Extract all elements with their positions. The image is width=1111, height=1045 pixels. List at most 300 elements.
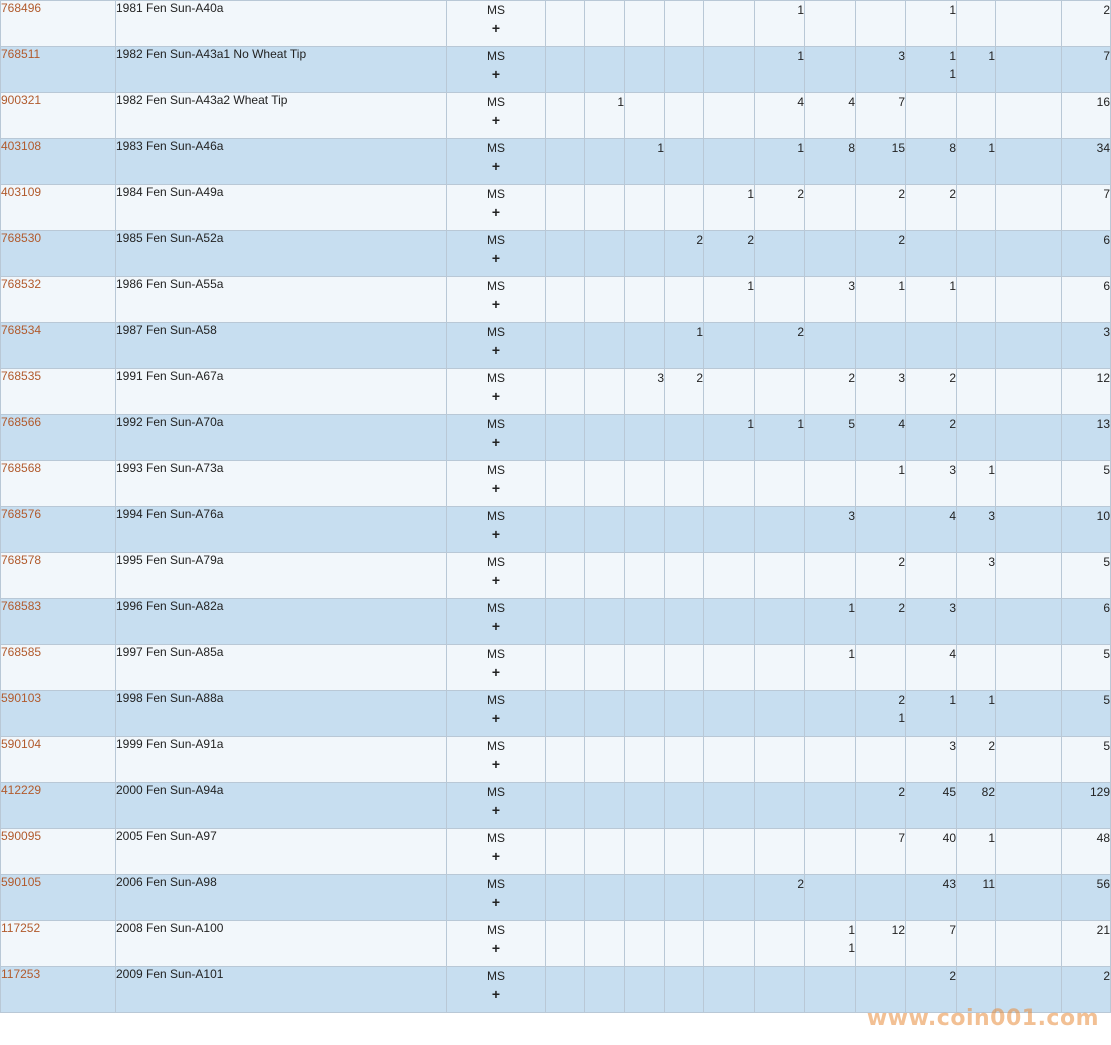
grade-count-cell [906,599,957,645]
count-value: 3 [1103,325,1110,339]
cert-link[interactable]: 768532 [1,277,42,291]
grade-count-cell [805,369,856,415]
grade-label: MS [487,463,505,477]
grade-count-cell [546,599,585,645]
grade-count-cell [755,461,805,507]
grade-count-cell [665,645,704,691]
grade-count-cell [856,323,906,369]
grade-count-cell [755,93,805,139]
grade-count-cell [856,737,906,783]
grade-count-cell [906,231,957,277]
cert-link[interactable]: 768534 [1,323,42,337]
grade-count-cell [906,691,957,737]
grade-count-cell [906,369,957,415]
coin-name: 1991 Fen Sun-A67a [116,369,447,415]
grade-count-cell [856,645,906,691]
grade-count-cell [704,47,755,93]
grade-label: MS [487,739,505,753]
cert-link[interactable]: 590103 [1,691,42,705]
expand-plus-icon[interactable]: + [491,204,501,220]
grade-count-cell [665,277,704,323]
cert-link[interactable]: 768496 [1,1,42,15]
grade-count-cell [856,461,906,507]
cert-cell [1,277,116,323]
grade-count-cell [755,277,805,323]
count-value: 1 [747,279,754,293]
grade-count-cell [996,323,1062,369]
grade-cell [447,691,546,737]
table-row [1,415,1111,461]
grade-count-cell [996,139,1062,185]
grade-count-cell [704,875,755,921]
count-value: 1 [747,417,754,431]
grade-count-cell [906,507,957,553]
grade-count-cell [957,231,996,277]
count-value: 2 [747,233,754,247]
grade-count-cell [957,875,996,921]
expand-plus-icon[interactable]: + [491,986,501,1002]
expand-plus-icon[interactable]: + [491,342,501,358]
expand-plus-icon[interactable]: + [491,112,501,128]
grade-count-cell [755,47,805,93]
count-value: 7 [949,923,956,937]
grade-count-cell [805,875,856,921]
table-row [1,553,1111,599]
grade-count-cell [546,967,585,1013]
count-value: 2 [1103,3,1110,17]
grade-count-cell [546,1,585,47]
grade-cell [447,277,546,323]
total-cell [1062,507,1111,553]
grade-label: MS [487,141,505,155]
cert-cell [1,369,116,415]
grade-count-cell [755,369,805,415]
grade-count-cell [755,323,805,369]
coin-name: 1998 Fen Sun-A88a [116,691,447,737]
count-value: 7 [1103,49,1110,63]
cert-link[interactable]: 768535 [1,369,42,383]
grade-cell [447,553,546,599]
total-cell [1062,829,1111,875]
coin-name: 1994 Fen Sun-A76a [116,507,447,553]
expand-plus-icon[interactable]: + [491,480,501,496]
grade-count-cell [805,93,856,139]
total-cell [1062,691,1111,737]
grade-count-cell [906,93,957,139]
cert-cell [1,967,116,1013]
grade-count-cell [704,507,755,553]
count-value: 2 [898,693,905,707]
grade-count-cell [957,599,996,645]
grade-count-cell [665,737,704,783]
grade-count-cell [906,921,957,967]
count-value: 1 [988,141,995,155]
grade-count-cell [996,1,1062,47]
coin-name: 1982 Fen Sun-A43a2 Wheat Tip [116,93,447,139]
count-value: 1 [848,923,855,937]
grade-count-cell [957,783,996,829]
grade-count-cell [906,829,957,875]
table-row [1,369,1111,415]
total-cell [1062,139,1111,185]
grade-count-cell [805,645,856,691]
count-value: 5 [848,417,855,431]
grade-count-cell [625,921,665,967]
coin-name: 2006 Fen Sun-A98 [116,875,447,921]
grade-count-cell [585,645,625,691]
grade-label: MS [487,969,505,983]
grade-count-cell [704,139,755,185]
count-value: 82 [981,785,995,799]
expand-plus-icon[interactable]: + [491,618,501,634]
count-value: 1 [657,141,664,155]
grade-count-cell [546,139,585,185]
table-row [1,507,1111,553]
cert-link[interactable]: 590095 [1,829,42,843]
grade-count-cell [856,185,906,231]
grade-count-cell [704,921,755,967]
count-value: 2 [797,325,804,339]
grade-count-cell [665,93,704,139]
grade-count-cell [585,599,625,645]
grade-count-cell [755,737,805,783]
grade-count-cell [585,323,625,369]
count-value: 1 [949,49,956,63]
count-value: 34 [1096,141,1110,155]
count-value: 2 [949,417,956,431]
expand-plus-icon[interactable]: + [491,802,501,818]
grade-count-cell [755,875,805,921]
cert-cell [1,829,116,875]
grade-count-cell [585,415,625,461]
grade-cell [447,415,546,461]
grade-count-cell [805,47,856,93]
grade-count-cell [665,1,704,47]
grade-count-cell [585,369,625,415]
coin-name: 2000 Fen Sun-A94a [116,783,447,829]
grade-count-cell [906,139,957,185]
coin-name: 1987 Fen Sun-A58 [116,323,447,369]
count-value: 3 [848,509,855,523]
grade-count-cell [906,323,957,369]
grade-cell [447,185,546,231]
expand-plus-icon[interactable]: + [491,158,501,174]
grade-cell [447,737,546,783]
cert-cell [1,645,116,691]
grade-count-cell [546,875,585,921]
cert-link[interactable]: 900321 [1,93,42,107]
cert-link[interactable]: 768568 [1,461,42,475]
grade-count-cell [957,553,996,599]
expand-plus-icon[interactable]: + [491,848,501,864]
cert-link[interactable]: 403109 [1,185,42,199]
grade-count-cell [856,415,906,461]
grade-count-cell [755,507,805,553]
grade-count-cell [906,737,957,783]
grade-count-cell [585,783,625,829]
cert-link[interactable]: 768530 [1,231,42,245]
expand-plus-icon[interactable]: + [491,526,501,542]
grade-count-cell [625,645,665,691]
count-value: 2 [988,739,995,753]
total-cell [1062,93,1111,139]
grade-count-cell [585,461,625,507]
grade-count-cell [906,415,957,461]
grade-label: MS [487,3,505,17]
grade-cell [447,967,546,1013]
grade-label: MS [487,923,505,937]
cert-link[interactable]: 768578 [1,553,42,567]
count-value: 3 [988,555,995,569]
cert-cell [1,47,116,93]
cert-cell [1,415,116,461]
grade-count-cell [546,553,585,599]
grade-count-cell [856,277,906,323]
cert-cell [1,139,116,185]
grade-count-cell [957,1,996,47]
total-cell [1062,645,1111,691]
count-value: 2 [898,555,905,569]
grade-count-cell [996,691,1062,737]
expand-plus-icon[interactable]: + [491,894,501,910]
count-value: 129 [1089,785,1110,799]
grade-count-cell [856,139,906,185]
grade-count-cell [704,415,755,461]
grade-count-cell [856,507,906,553]
grade-count-cell [546,185,585,231]
grade-count-cell [957,277,996,323]
grade-count-cell [805,323,856,369]
count-value: 2 [797,187,804,201]
expand-plus-icon[interactable]: + [491,756,501,772]
count-value: 1 [696,325,703,339]
count-value: 1 [949,3,956,17]
grade-count-cell [665,829,704,875]
cert-cell [1,783,116,829]
grade-count-cell [585,875,625,921]
grade-label: MS [487,325,505,339]
grade-count-cell [546,461,585,507]
total-cell [1062,323,1111,369]
grade-count-cell [856,369,906,415]
expand-plus-icon[interactable]: + [491,66,501,82]
count-value: 1 [848,647,855,661]
coin-name: 1995 Fen Sun-A79a [116,553,447,599]
cert-link[interactable]: 412229 [1,783,42,797]
grade-count-cell [665,553,704,599]
expand-plus-icon[interactable]: + [491,940,501,956]
grade-count-cell [996,461,1062,507]
count-value: 1 [797,49,804,63]
grade-count-cell [856,231,906,277]
grade-cell [447,139,546,185]
total-cell [1062,599,1111,645]
count-value: 4 [949,509,956,523]
grade-count-cell [665,599,704,645]
total-cell [1062,369,1111,415]
cert-cell [1,737,116,783]
grade-label: MS [487,233,505,247]
table-row [1,921,1111,967]
count-value: 4 [848,95,855,109]
cert-link[interactable]: 403108 [1,139,42,153]
grade-count-cell [585,93,625,139]
grade-count-cell [755,921,805,967]
count-value: 2 [848,371,855,385]
table-row [1,645,1111,691]
grade-count-cell [625,323,665,369]
count-value: 5 [1103,647,1110,661]
cert-link[interactable]: 768511 [1,47,41,61]
expand-plus-icon[interactable]: + [491,572,501,588]
grade-cell [447,507,546,553]
count-value: 45 [942,785,956,799]
grade-count-cell [805,507,856,553]
grade-count-cell [805,691,856,737]
expand-plus-icon[interactable]: + [491,434,501,450]
grade-count-cell [906,47,957,93]
grade-label: MS [487,371,505,385]
count-value: 15 [891,141,905,155]
grade-count-cell [665,323,704,369]
grade-count-cell [957,369,996,415]
count-value: 2 [696,371,703,385]
grade-count-cell [665,47,704,93]
count-value: 1 [988,693,995,707]
grade-count-cell [704,553,755,599]
expand-plus-icon[interactable]: + [491,710,501,726]
grade-count-cell [665,507,704,553]
grade-label: MS [487,647,505,661]
grade-count-cell [957,507,996,553]
grade-cell [447,645,546,691]
count-value: 56 [1096,877,1110,891]
coin-name: 2009 Fen Sun-A101 [116,967,447,1013]
table-row [1,783,1111,829]
grade-count-cell [805,967,856,1013]
grade-count-cell [546,829,585,875]
count-value: 2 [898,187,905,201]
grade-count-cell [996,369,1062,415]
grade-count-cell [856,1,906,47]
expand-plus-icon[interactable]: + [491,296,501,312]
grade-label: MS [487,417,505,431]
cert-link[interactable]: 590104 [1,737,42,751]
count-value: 1 [848,601,855,615]
grade-count-cell [755,691,805,737]
grade-count-cell [585,691,625,737]
cert-cell [1,93,116,139]
grade-count-cell [625,553,665,599]
grade-count-cell [996,553,1062,599]
cert-link[interactable]: 768566 [1,415,42,429]
cert-link[interactable]: 590105 [1,875,42,889]
table-row [1,277,1111,323]
grade-label: MS [487,279,505,293]
grade-count-cell [585,277,625,323]
count-value: 3 [988,509,995,523]
count-value: 3 [898,371,905,385]
grade-count-cell [625,599,665,645]
count-value: 2 [949,969,956,983]
grade-count-cell [704,461,755,507]
grade-count-cell [996,415,1062,461]
grade-count-cell [546,47,585,93]
coin-name: 1986 Fen Sun-A55a [116,277,447,323]
grade-count-cell [704,277,755,323]
grade-count-cell [625,1,665,47]
grade-count-cell [665,231,704,277]
count-value: 4 [797,95,804,109]
cert-link[interactable]: 117252 [1,921,41,935]
grade-count-cell [996,783,1062,829]
expand-plus-icon[interactable]: + [491,664,501,680]
cert-link[interactable]: 768576 [1,507,42,521]
expand-plus-icon[interactable]: + [491,250,501,266]
grade-cell [447,921,546,967]
count-value: 5 [1103,693,1110,707]
grade-count-cell [996,231,1062,277]
grade-count-cell [805,231,856,277]
grade-count-cell [704,645,755,691]
grade-count-cell [625,231,665,277]
grade-count-cell [665,369,704,415]
total-cell [1062,185,1111,231]
grade-count-cell [805,553,856,599]
grade-count-cell [704,967,755,1013]
grade-count-cell [546,783,585,829]
total-cell [1062,461,1111,507]
grade-count-cell [805,829,856,875]
count-value: 21 [1096,923,1110,937]
count-value: 3 [898,49,905,63]
total-cell [1062,553,1111,599]
grade-count-cell [665,921,704,967]
grade-count-cell [585,185,625,231]
cert-cell [1,921,116,967]
grade-count-cell [585,921,625,967]
grade-count-cell [996,921,1062,967]
grade-count-cell [704,369,755,415]
grade-count-cell [755,1,805,47]
grade-count-cell [755,967,805,1013]
grade-count-cell [665,691,704,737]
grade-count-cell [585,553,625,599]
expand-plus-icon[interactable]: + [491,20,501,36]
count-value: 1 [848,941,855,955]
grade-count-cell [856,599,906,645]
grade-count-cell [805,737,856,783]
grade-count-cell [704,231,755,277]
count-value: 2 [898,785,905,799]
count-value: 8 [949,141,956,155]
count-value: 1 [747,187,754,201]
grade-count-cell [957,691,996,737]
grade-count-cell [957,47,996,93]
expand-plus-icon[interactable]: + [491,388,501,404]
total-cell [1062,277,1111,323]
cert-link[interactable]: 117253 [1,967,41,981]
cert-link[interactable]: 768583 [1,599,42,613]
grade-count-cell [704,323,755,369]
cert-link[interactable]: 768585 [1,645,42,659]
grade-count-cell [996,599,1062,645]
grade-cell [447,783,546,829]
grade-count-cell [957,921,996,967]
grade-count-cell [546,737,585,783]
grade-count-cell [625,783,665,829]
count-value: 2 [797,877,804,891]
